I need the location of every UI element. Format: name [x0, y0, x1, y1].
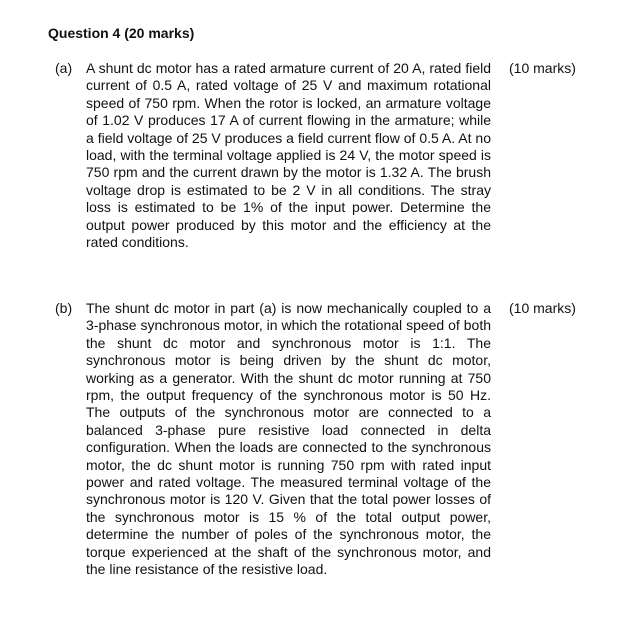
part-a-text: A shunt dc motor has a rated armature current of 20 A, rated field current of 0.5 A, rated voltage of 25 V and maximum rotational speed of 750 rpm. When the rotor is locked, an armature voltage of 1.02 V produces 17 A of current flowing in the armature; while a field voltage of 25 V produces a field current flow of 0.5 A. At no load, with the terminal voltage applied is 24 V, the motor speed is 750 rpm and the current drawn by the motor is 1.32 A. The brush voltage drop is estimated to be 2 V in all conditions. The stray loss is estimated to be 1% of the input power. Determine the output power produced by this motor and the efficiency at the rated conditions. [86, 60, 491, 251]
part-b-marks: (10 marks) [509, 300, 576, 316]
question-title: Question 4 (20 marks) [48, 25, 195, 41]
part-a-marks: (10 marks) [509, 60, 576, 76]
part-b-text: The shunt dc motor in part (a) is now mechanically coupled to a 3-phase synchronous motor, in which the rotational speed of both the shunt dc motor and synchronous motor is 1:1. The synchronous motor is being driven by the shunt dc motor, working as a generator. With the shunt dc motor running at 750 rpm, the output frequency of the synchronous motor is 50 Hz. The outputs of the synchronous motor are connected to a balanced 3-phase pure resistive load connected in delta configuration. When the loads are connected to the synchronous motor, the dc shunt motor is running 750 rpm with rated input power and rated voltage. The measured terminal voltage of the synchronous motor is 120 V. Given that the total power losses of the synchronous motor is 15 % of the total output power, determine the number of poles of the synchronous motor, the torque experienced at the shaft of the synchronous motor, and the line resistance of the resistive load. [86, 300, 491, 578]
part-a-label: (a) [55, 60, 73, 76]
part-b-label: (b) [55, 300, 73, 316]
